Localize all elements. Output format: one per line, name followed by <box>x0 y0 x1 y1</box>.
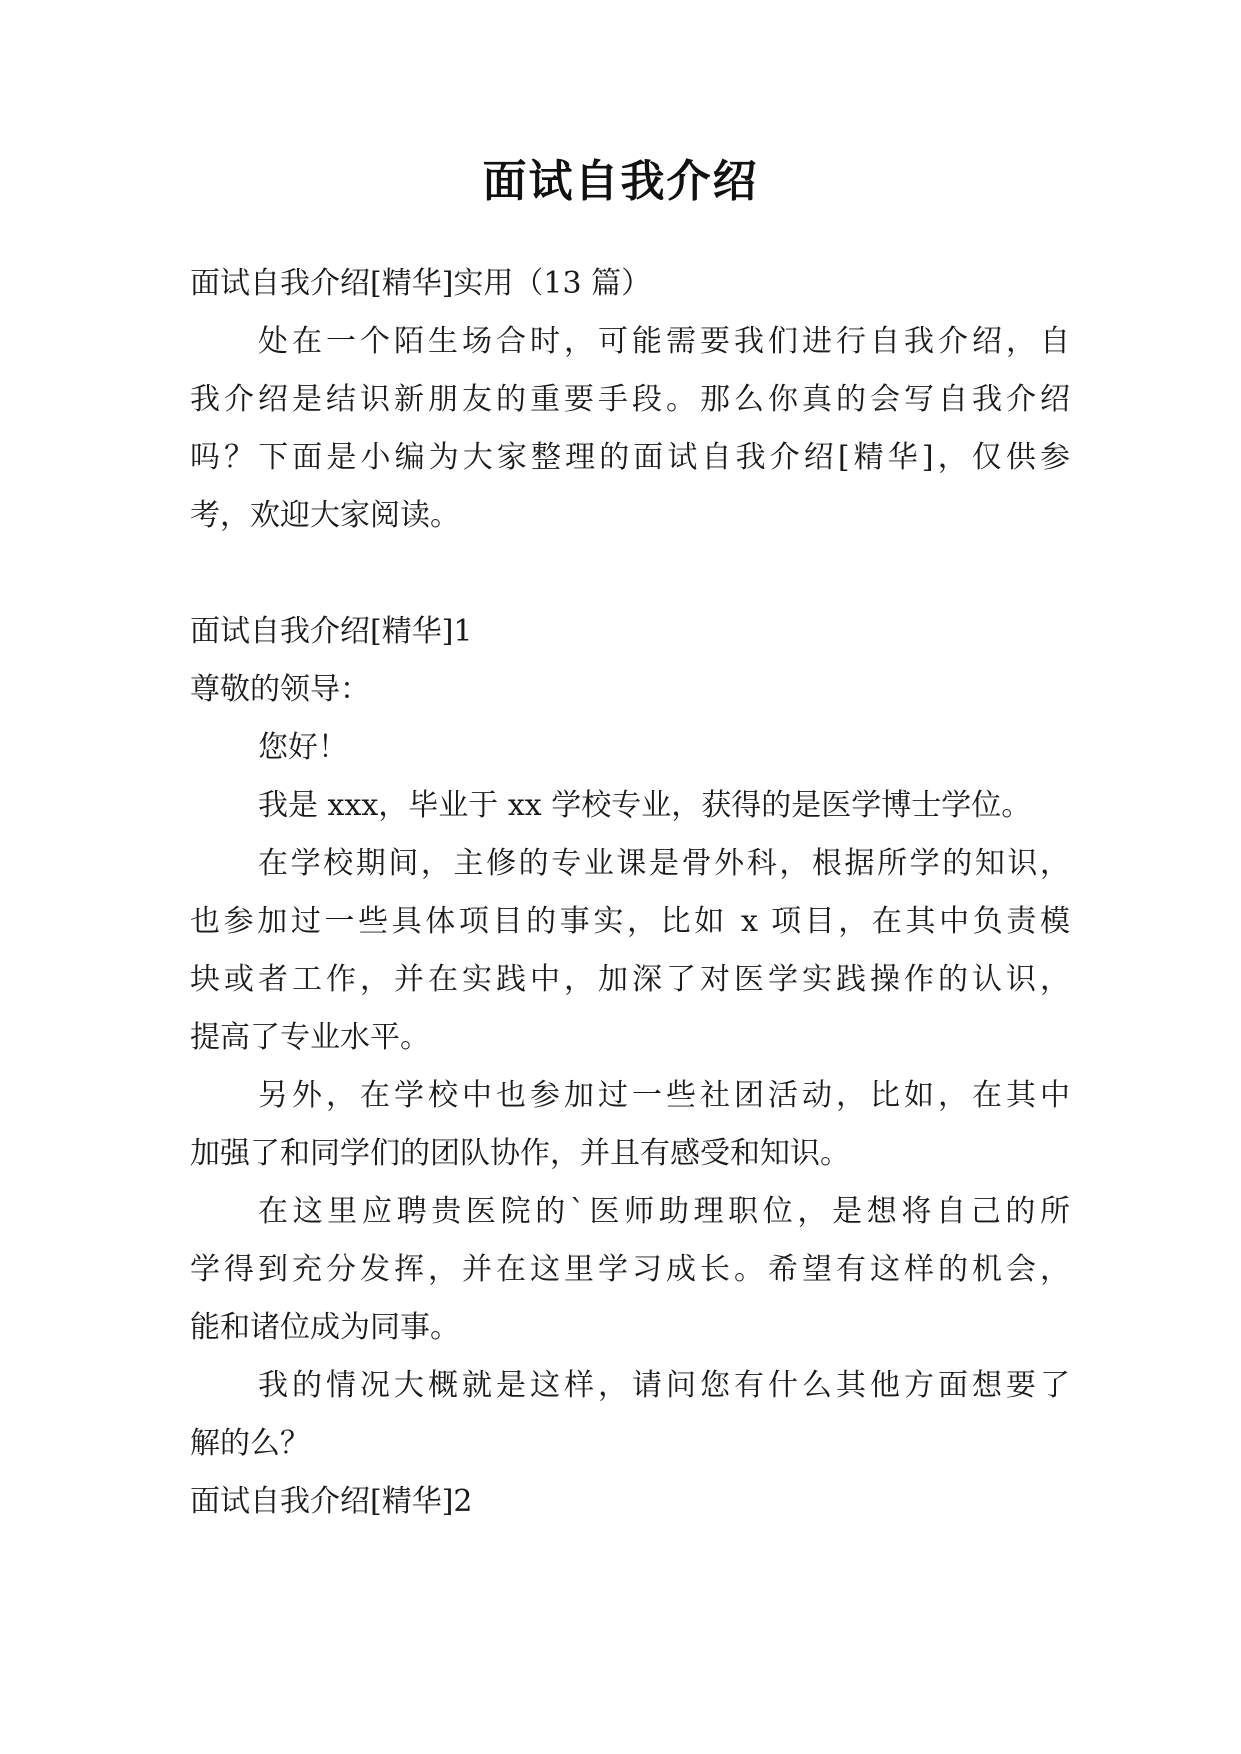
paragraph-5-line-1: 我的情况大概就是这样，请问您有什么其他方面想要了 <box>258 1368 1070 1403</box>
paragraph-3-line-2: 加强了和同学们的团队协作，并且有感受和知识。 <box>190 1136 850 1171</box>
document-title: 面试自我介绍 <box>482 156 759 207</box>
paragraph-2-line-1: 在学校期间，主修的专业课是骨外科，根据所学的知识， <box>258 846 1070 881</box>
paragraph-4-line-1: 在这里应聘贵医院的`医师助理职位，是想将自己的所 <box>258 1194 1070 1229</box>
section-heading-1: 面试自我介绍[精华]1 <box>190 614 473 649</box>
greeting: 您好！ <box>258 730 348 765</box>
paragraph-5-line-2: 解的么？ <box>190 1426 310 1461</box>
paragraph-4-line-3: 能和诸位成为同事。 <box>190 1310 460 1345</box>
salutation: 尊敬的领导： <box>190 672 370 707</box>
intro-line-4: 考，欢迎大家阅读。 <box>190 498 460 533</box>
intro-line-2: 我介绍是结识新朋友的重要手段。那么你真的会写自我介绍 <box>190 382 1070 417</box>
paragraph-2-line-3: 块或者工作，并在实践中，加深了对医学实践操作的认识， <box>190 962 1070 997</box>
section-heading-2: 面试自我介绍[精华]2 <box>190 1484 473 1519</box>
intro-line-1: 处在一个陌生场合时，可能需要我们进行自我介绍，自 <box>258 324 1070 359</box>
paragraph-3-line-1: 另外，在学校中也参加过一些社团活动，比如，在其中 <box>258 1078 1070 1113</box>
paragraph-2-line-4: 提高了专业水平。 <box>190 1020 430 1055</box>
document-subtitle: 面试自我介绍[精华]实用（13 篇） <box>190 266 652 301</box>
document-body <box>190 255 1070 1531</box>
intro-line-3: 吗？下面是小编为大家整理的面试自我介绍[精华]，仅供参 <box>190 440 1070 475</box>
paragraph-1: 我是 xxx，毕业于 xx 学校专业，获得的是医学博士学位。 <box>258 788 1032 823</box>
paragraph-2-line-2: 也参加过一些具体项目的事实，比如 x 项目，在其中负责模 <box>190 904 1070 939</box>
spacer <box>190 545 1070 603</box>
paragraph-4-line-2: 学得到充分发挥，并在这里学习成长。希望有这样的机会， <box>190 1252 1070 1287</box>
